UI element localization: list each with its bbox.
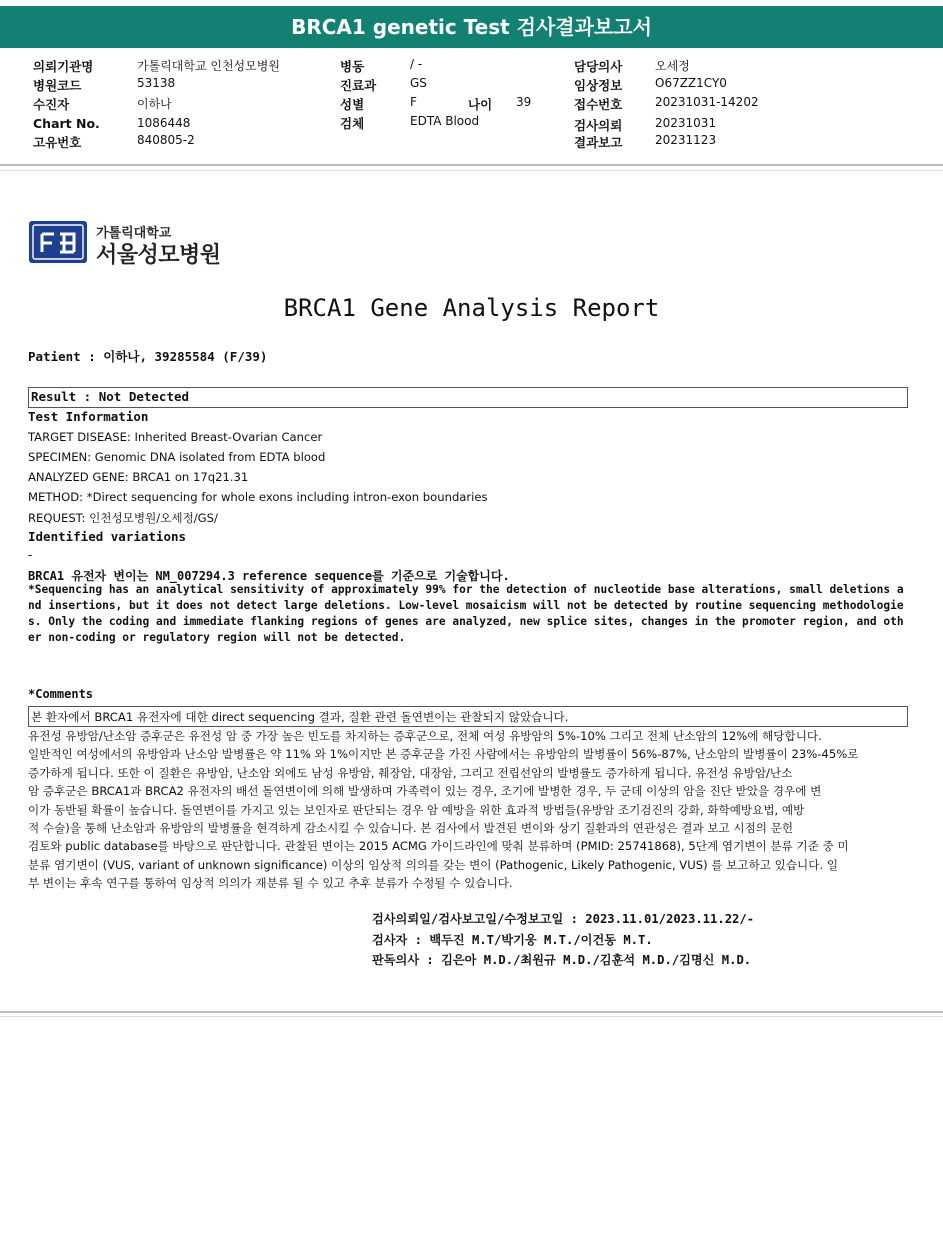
value-receipt-no: 20231031-14202 xyxy=(655,95,759,109)
label-sex: 성별 xyxy=(340,97,365,112)
comment-line: 적 수술)을 통해 난소암과 유방암의 발병률을 현격하게 감소시킬 수 있습니다. 본 검사에서 발견된 변이와 상기 질환과의 연관성은 결과 보고 시점의 문헌 xyxy=(28,821,794,836)
footer-divider-shadow xyxy=(0,1016,943,1017)
patient-line: Patient : 이하나, 39285584 (F/39) xyxy=(28,349,268,364)
target-disease-line: TARGET DISEASE: Inherited Breast-Ovarian Cancer xyxy=(28,430,323,444)
comment-summary-box xyxy=(28,706,908,727)
label-department: 진료과 xyxy=(340,78,377,93)
header-divider-shadow xyxy=(0,170,943,171)
result-box xyxy=(28,387,908,408)
value-ward: / - xyxy=(410,57,423,71)
comment-line: 증가하게 됩니다. 또한 이 질환은 유방암, 난소암 외에도 남성 유방암, 췌장암, 대장암, 그리고 전립선암의 발병률도 증가하게 됩니다. 유전성 유방암/난소 xyxy=(28,765,793,780)
request-line: REQUEST: 인천성모병원/오세정/GS/ xyxy=(28,511,218,525)
header-divider xyxy=(0,164,943,166)
report-title: BRCA1 genetic Test 검사결과보고서 xyxy=(291,15,652,39)
label-requesting-institution: 의뢰기관명 xyxy=(33,59,94,74)
comment-summary-text: 본 환자에서 BRCA1 유전자에 대한 direct sequencing 결과, 질환 관련 돌연변이는 관찰되지 않았습니다. xyxy=(31,710,569,724)
value-test-request: 20231031 xyxy=(655,116,717,130)
value-hospital-code: 53138 xyxy=(137,76,176,90)
value-attending-doctor: 오세정 xyxy=(655,59,690,73)
report-title-bar xyxy=(0,6,943,48)
specimen-line: SPECIMEN: Genomic DNA isolated from EDTA blood xyxy=(28,450,326,464)
label-unique-no: 고유번호 xyxy=(33,135,82,150)
label-patient-name: 수진자 xyxy=(33,97,70,112)
value-age: 39 xyxy=(516,95,532,109)
label-hospital-code: 병원코드 xyxy=(33,78,82,93)
value-sex: F xyxy=(410,95,417,109)
identified-variations-value: - xyxy=(28,548,33,562)
label-specimen: 검체 xyxy=(340,116,365,131)
hospital-logo-emblem-icon xyxy=(28,220,88,264)
value-requesting-institution: 가톨릭대학교 인천성모병원 xyxy=(137,59,280,73)
value-patient-name: 이하나 xyxy=(137,97,172,111)
comment-line: 유전성 유방암/난소암 증후군은 유전성 암 중 가장 높은 빈도를 차지하는 증후군으로, 전체 여성 유방암의 5%-10% 그리고 전체 난소암의 12%에 해당합니다. xyxy=(28,729,822,743)
sensitivity-note: *Sequencing has an analytical sensitivity of approximately 99% for the detection of nucleotide base alterations, small deletions and insertions, but it does not detect large deletions. Low-level mosaicism will not be detected by routine sequencing methodologies. Only the coding and immediate flanking regions of genes are analyzed, new splice sites, changes in the promoter region, and other non-coding or regulatory region will not be detected. xyxy=(28,583,904,644)
report-dates-line: 검사의뢰일/검사보고일/수정보고일 : 2023.11.01/2023.11.22/- xyxy=(372,912,755,926)
comment-body xyxy=(28,727,908,893)
comments-heading: *Comments xyxy=(28,687,94,701)
value-unique-no: 840805-2 xyxy=(137,133,195,147)
examiners-line: 검사자 : 백두진 M.T/박기웅 M.T./이건동 M.T. xyxy=(372,933,653,947)
comment-line: 암 증후군은 BRCA1과 BRCA2 유전자의 배선 돌연변이에 의해 발생하며 가족력이 있는 경우, 조기에 발병한 경우, 두 군데 이상의 암을 진단 받았을 경우에 변 xyxy=(28,784,822,799)
comment-line: 부 변이는 후속 연구를 통하여 임상적 의의가 재분류 될 수 있고 추후 분류가 수정될 수 있습니다. xyxy=(28,876,513,891)
label-clinical-info: 임상정보 xyxy=(574,78,623,93)
reference-sequence-line: BRCA1 유전자 변이는 NM_007294.3 reference sequence를 기준으로 기술합니다. xyxy=(28,569,510,583)
value-chart-no: 1086448 xyxy=(137,116,191,130)
comment-line: 일반적인 여성에서의 유방암과 난소암 발병률은 약 11% 와 1%이지만 본 증후군을 가진 사람에서는 유방암의 발병률이 56%-87%, 난소암의 발병률이 23%-45%로 xyxy=(28,747,859,762)
value-result-report: 20231123 xyxy=(655,133,717,147)
comment-line: 이가 동반될 확률이 높습니다. 돌연변이를 가지고 있는 보인자로 판단되는 경우 암 예방을 위한 효과적 방법들(유방암 조기검진의 강화, 화학예방요법, 예방 xyxy=(28,802,805,817)
comment-line: 분류 염기변이 (VUS, variant of unknown significance) 이상의 임상적 의의를 갖는 변이 (Pathogenic, Likely Pathogenic, VUS) 를 보고하고 있습니다. 일 xyxy=(28,857,839,872)
footer-divider xyxy=(0,1011,943,1013)
reading-physicians-line: 판독의사 : 김은아 M.D./최원규 M.D./김훈석 M.D./김명신 M.D. xyxy=(372,953,752,967)
label-test-request: 검사의뢰 xyxy=(574,118,623,133)
label-ward: 병동 xyxy=(340,59,365,74)
label-age: 나이 xyxy=(468,97,493,112)
gene-analysis-report-title: BRCA1 Gene Analysis Report xyxy=(283,294,660,322)
analyzed-gene-line: ANALYZED GENE: BRCA1 on 17q21.31 xyxy=(28,470,249,484)
result-text: Result : Not Detected xyxy=(31,389,190,404)
label-receipt-no: 접수번호 xyxy=(574,97,623,112)
label-attending-doctor: 담당의사 xyxy=(574,59,623,74)
value-specimen: EDTA Blood xyxy=(410,114,480,128)
logo-hospital-name: 서울성모병원 xyxy=(96,243,221,268)
method-line: METHOD: *Direct sequencing for whole exons including intron-exon boundaries xyxy=(28,490,488,504)
logo-university-name: 가톨릭대학교 xyxy=(96,226,172,241)
label-result-report: 결과보고 xyxy=(574,135,623,150)
test-information-heading: Test Information xyxy=(28,409,149,424)
value-department: GS xyxy=(410,76,427,90)
identified-variations-heading: Identified variations xyxy=(28,529,187,544)
label-chart-no: Chart No. xyxy=(33,116,100,131)
value-clinical-info: O67ZZ1CY0 xyxy=(655,76,727,90)
comment-line: 검토와 public database를 바탕으로 판단합니다. 관찰된 변이는 2015 ACMG 가이드라인에 맞춰 분류하며 (PMID: 25741868), 5단계 염기변이 분류 기준 중 미 xyxy=(28,839,849,854)
